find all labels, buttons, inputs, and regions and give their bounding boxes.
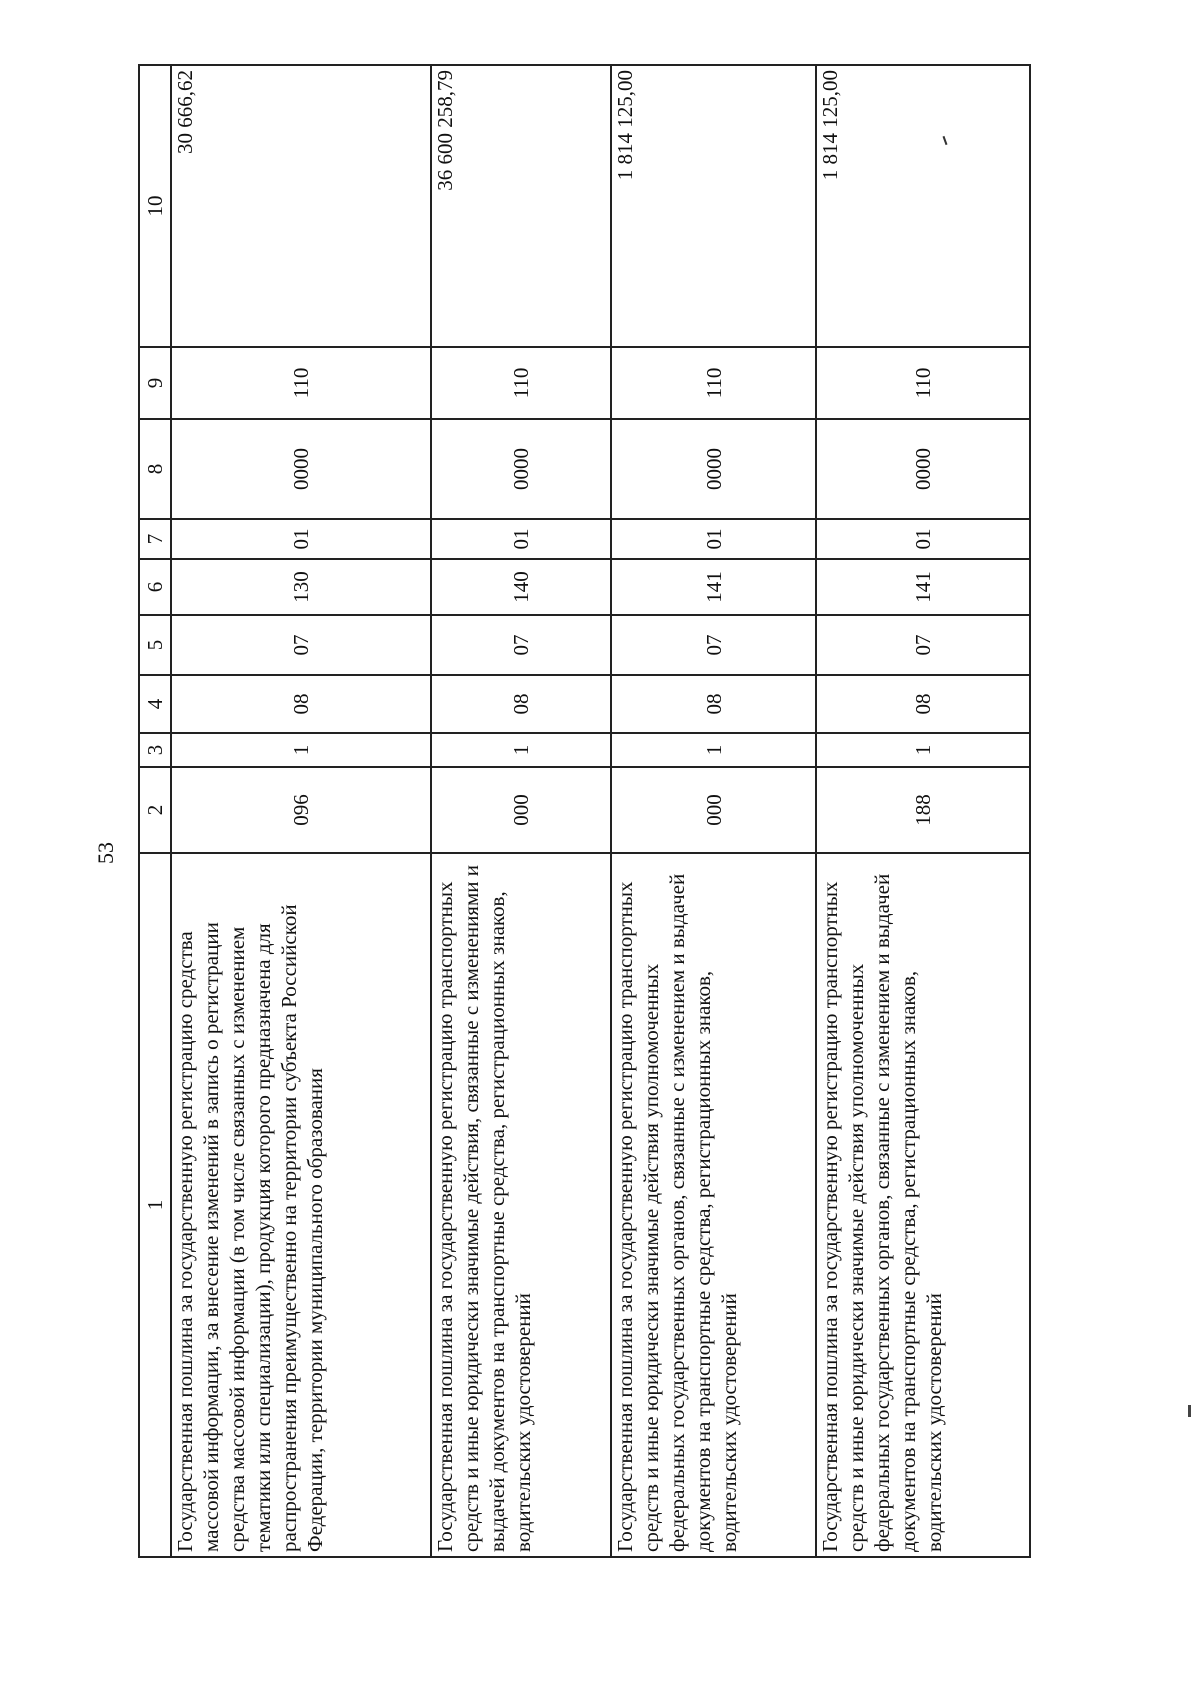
- code-cell: 096: [171, 767, 431, 853]
- header-cell: 4: [139, 675, 171, 733]
- table-row: [611, 65, 816, 1557]
- fee-table: [138, 64, 1031, 1558]
- code-cell: 1: [431, 733, 611, 767]
- code-cell: 140: [431, 559, 611, 615]
- code-cell: 188: [816, 767, 1030, 853]
- code-cell: 07: [171, 615, 431, 675]
- header-cell: 5: [139, 615, 171, 675]
- header-cell: 8: [139, 419, 171, 519]
- scan-artifact-mark: [1188, 1405, 1191, 1417]
- code-cell: 0000: [816, 419, 1030, 519]
- code-cell: 0000: [611, 419, 816, 519]
- header-cell: 6: [139, 559, 171, 615]
- code-cell: 1: [611, 733, 816, 767]
- code-cell: 141: [611, 559, 816, 615]
- code-cell: 01: [816, 519, 1030, 559]
- code-cell: 07: [611, 615, 816, 675]
- code-cell: 08: [816, 675, 1030, 733]
- code-cell: 110: [171, 347, 431, 419]
- code-cell: 110: [816, 347, 1030, 419]
- code-cell: 0000: [171, 419, 431, 519]
- code-cell: 08: [611, 675, 816, 733]
- code-cell: 110: [431, 347, 611, 419]
- header-cell: 3: [139, 733, 171, 767]
- header-cell: 1: [139, 853, 171, 1557]
- code-cell: 08: [431, 675, 611, 733]
- code-cell: 141: [816, 559, 1030, 615]
- table-row: [431, 65, 611, 1557]
- amount-cell: 1 814 125,00: [611, 65, 816, 347]
- header-cell: 9: [139, 347, 171, 419]
- description-cell: Государственная пошлина за государственную регистрацию транспортных средств и иные юридически значимые действия, связанные с изменениями и выдачей документов на транспортные средства, регистрационных знаков, водительских удостоверений: [431, 853, 611, 1557]
- header-cell: 7: [139, 519, 171, 559]
- code-cell: 000: [611, 767, 816, 853]
- amount-cell: 30 666,62: [171, 65, 431, 347]
- code-cell: 01: [611, 519, 816, 559]
- code-cell: 1: [171, 733, 431, 767]
- code-cell: 000: [431, 767, 611, 853]
- code-cell: 01: [171, 519, 431, 559]
- code-cell: 110: [611, 347, 816, 419]
- code-cell: 0000: [431, 419, 611, 519]
- table-row: [171, 65, 431, 1557]
- description-cell: Государственная пошлина за государственную регистрацию средства массовой информации, за внесение изменений в запись о регистрации средства массовой информации (в том числе связанных с изменением тематики или специализации), продукция которого предназначена для распространения преимущественно на территории субъекта Российской Федерации, территории муниципального образования: [171, 853, 431, 1557]
- code-cell: 08: [171, 675, 431, 733]
- header-row: [139, 65, 171, 1557]
- table-row: [816, 65, 1030, 1557]
- code-cell: 07: [816, 615, 1030, 675]
- code-cell: 130: [171, 559, 431, 615]
- header-cell: 10: [139, 65, 171, 347]
- description-cell: Государственная пошлина за государственную регистрацию транспортных средств и иные юридически значимые действия уполномоченных федеральных государственных органов, связанные с изменением и выдачей документов на транспортные средства, регистрационных знаков, водительских удостоверений: [816, 853, 1030, 1557]
- amount-cell: 36 600 258,79: [431, 65, 611, 347]
- code-cell: 01: [431, 519, 611, 559]
- rotated-table-container: [138, 66, 1027, 1558]
- header-cell: 2: [139, 767, 171, 853]
- page-number: 53: [93, 842, 118, 864]
- description-cell: Государственная пошлина за государственную регистрацию транспортных средств и иные юридически значимые действия уполномоченных федеральных государственных органов, связанные с изменением и выдачей документов на транспортные средства, регистрационных знаков, водительских удостоверений: [611, 853, 816, 1557]
- code-cell: 1: [816, 733, 1030, 767]
- amount-cell: 1 814 125,00: [816, 65, 1030, 347]
- code-cell: 07: [431, 615, 611, 675]
